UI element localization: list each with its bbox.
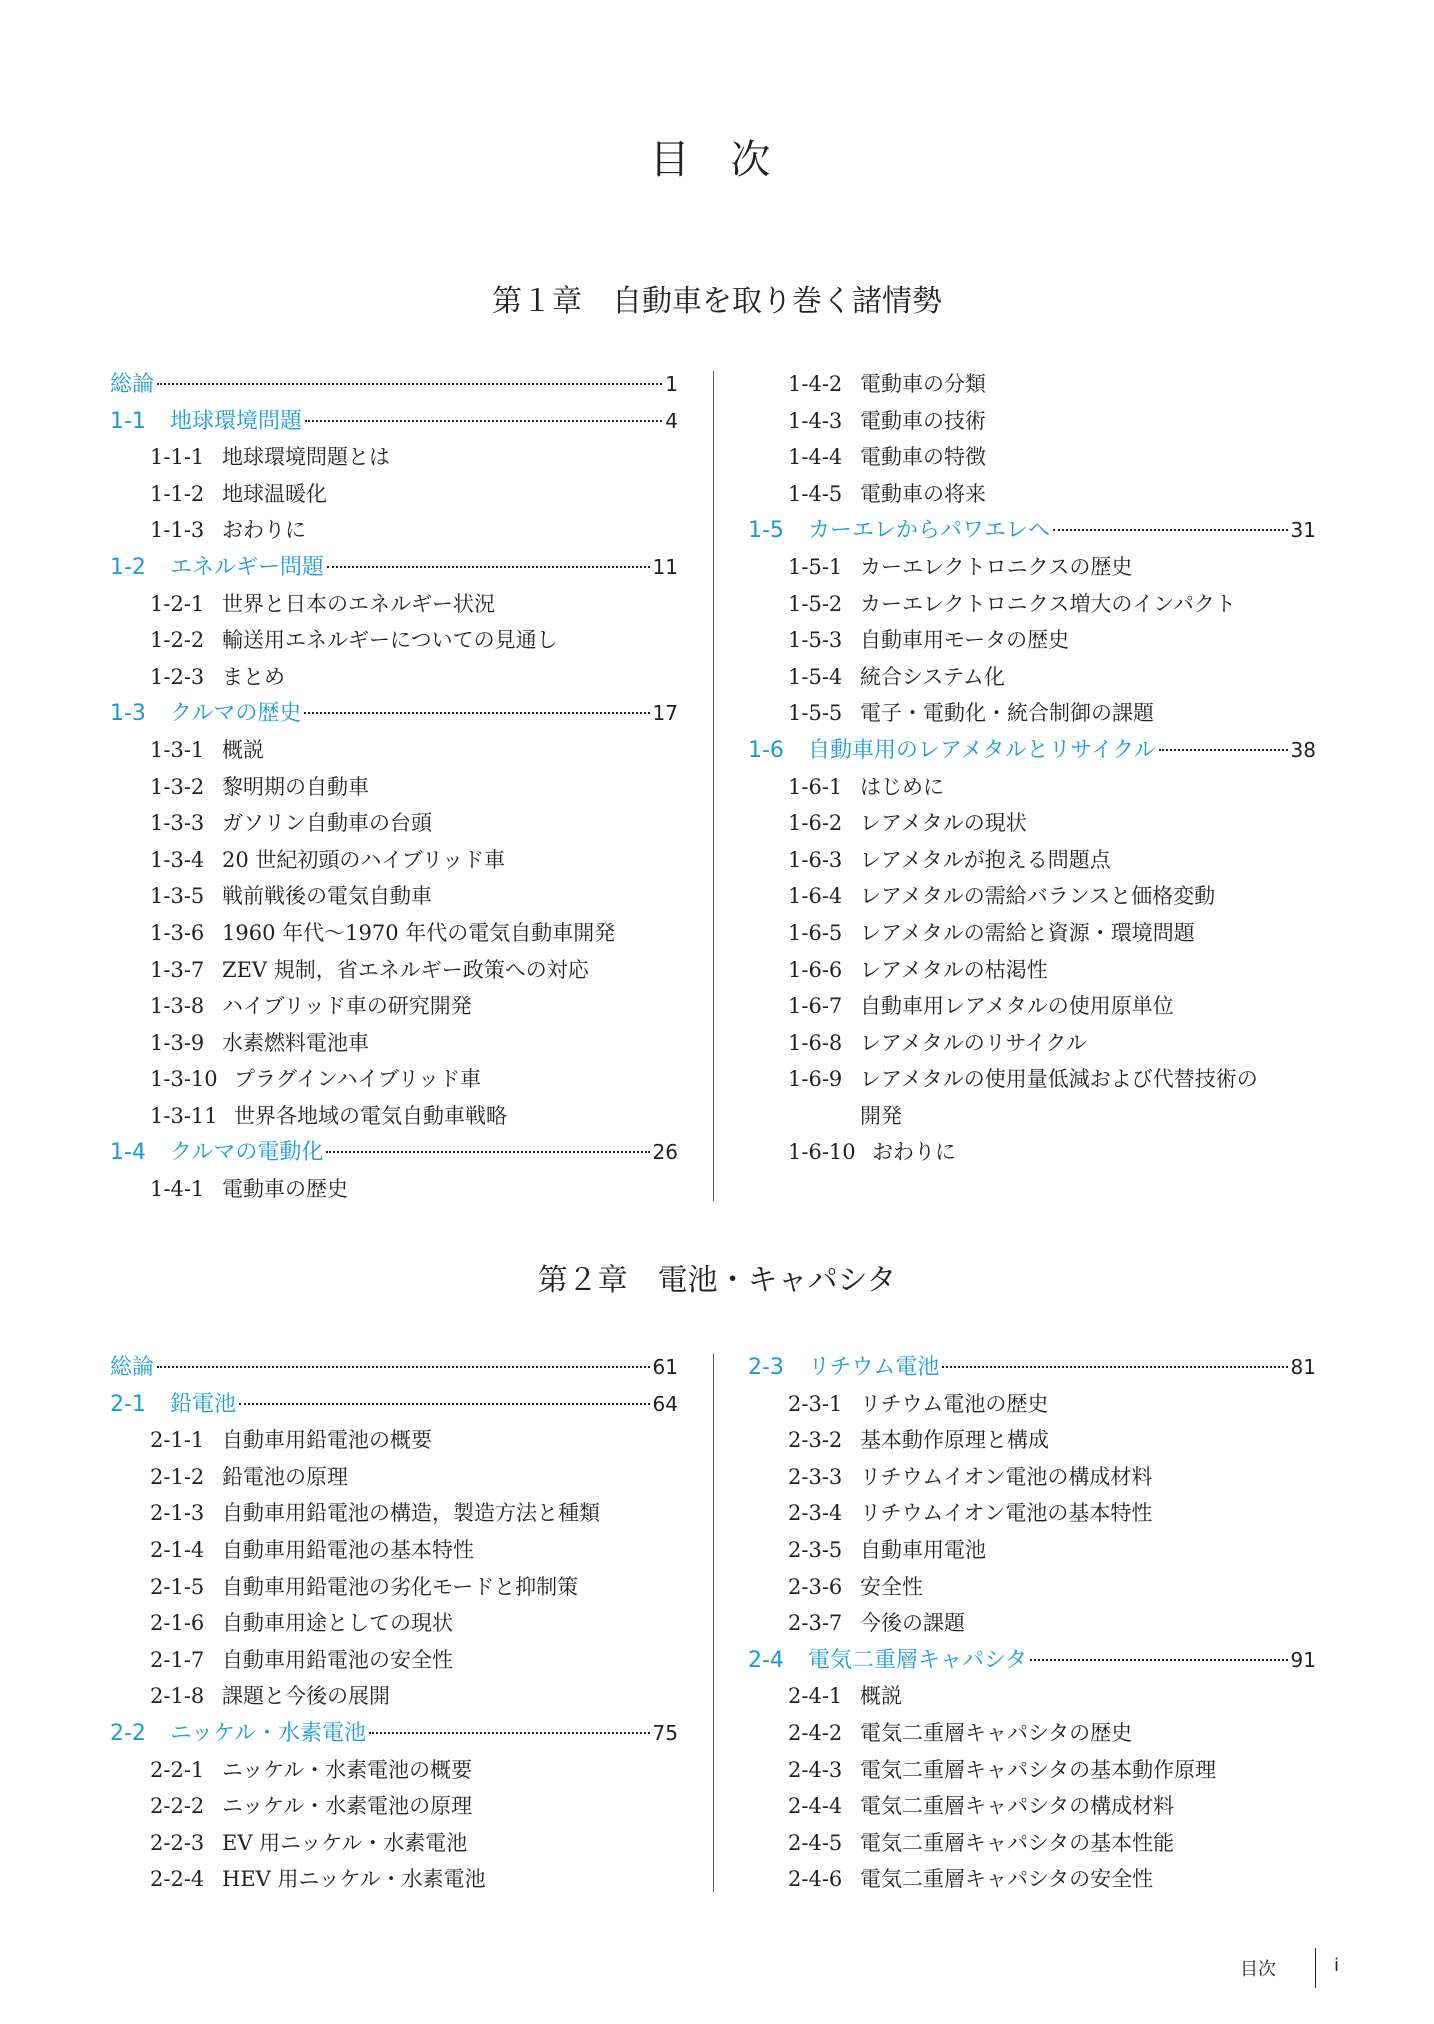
toc-subsection-entry[interactable] [748,1715,1316,1752]
toc-subsection-entry[interactable] [110,842,678,879]
subsection-title: 自動車用鉛電池の劣化モードと抑制策 [222,1574,579,1599]
section-title: リチウム電池 [808,1355,940,1380]
subsection-number: 2-4-6 [788,1867,843,1892]
toc-subsection-entry[interactable] [748,1134,1316,1171]
subsection-number: 2-2-2 [150,1794,205,1819]
section-title: ニッケル・水素電池 [170,1720,367,1746]
subsection-number: 1-1-2 [150,481,205,506]
toc-subsection-entry[interactable] [110,659,678,696]
subsection-number: 2-3-1 [788,1391,843,1416]
subsection-title: レアメタルのリサイクル [860,1030,1087,1055]
subsection-title: ZEV 規制，省エネルギー政策への対応 [222,957,589,982]
toc-subsection-entry[interactable] [748,1422,1316,1459]
subsection-title: 統合システム化 [860,664,1005,689]
toc-subsection-entry[interactable] [748,988,1316,1025]
toc-section-entry[interactable] [110,1349,678,1386]
toc-subsection-entry[interactable] [110,1569,678,1606]
subsection-title: リチウム電池の歴史 [860,1391,1049,1416]
subsection-title: 世界各地域の電気自動車戦略 [234,1103,507,1128]
footer-page-number: i [1334,1955,1340,1976]
toc-subsection-entry[interactable] [748,1386,1316,1423]
subsection-title-continuation: 開発 [860,1103,902,1128]
toc-subsection-entry[interactable] [748,1788,1316,1825]
subsection-title: 20 世紀初頭のハイブリッド車 [222,847,506,872]
toc-subsection-entry[interactable] [748,1061,1316,1098]
subsection-title: 電気二重層キャパシタの構成材料 [860,1794,1175,1819]
toc-subsection-entry[interactable] [748,1495,1316,1532]
subsection-number: 2-1-8 [150,1684,205,1709]
subsection-number: 1-3-2 [150,774,205,799]
subsection-number: 1-3-7 [150,957,205,982]
subsection-number: 1-3-11 [150,1103,218,1128]
subsection-title: 自動車用モータの歴史 [860,628,1070,653]
toc-subsection-entry[interactable] [748,1025,1316,1062]
subsection-number: 1-3-1 [150,737,205,762]
subsection-number: 2-1-5 [150,1574,205,1599]
subsection-number: 1-6-3 [788,847,843,872]
subsection-number: 1-6-8 [788,1030,843,1055]
subsection-number: 1-2-2 [150,628,205,653]
section-title: 自動車用のレアメタルとリサイクル [808,737,1156,763]
page-number: 38 [1290,737,1316,762]
subsection-number: 1-5-2 [788,591,843,616]
toc-subsection-entry[interactable] [748,1861,1316,1898]
subsection-title: 自動車用鉛電池の安全性 [222,1647,453,1672]
subsection-number: 2-4-1 [788,1684,843,1709]
subsection-title: レアメタルの使用量低減および代替技術の [860,1067,1258,1092]
subsection-title: 基本動作原理と構成 [860,1428,1049,1453]
toc-subsection-entry[interactable] [110,1642,678,1679]
subsection-title: 電動車の特徴 [860,445,986,470]
subsection-number: 1-4-3 [788,408,843,433]
toc-subsection-entry[interactable] [748,622,1316,659]
toc-section-entry[interactable] [110,1134,678,1171]
toc-section-entry[interactable] [110,1715,678,1752]
section-number: 2-4 [748,1647,784,1673]
toc-subsection-entry[interactable] [110,1061,678,1098]
toc-section-entry[interactable] [110,366,678,403]
subsection-number: 2-1-7 [150,1647,205,1672]
toc-subsection-entry[interactable] [748,1752,1316,1789]
column-divider [713,371,714,1201]
subsection-title: 電気二重層キャパシタの歴史 [860,1720,1133,1745]
section-title: カーエレからパワエレへ [808,518,1051,544]
toc-subsection-entry[interactable] [748,1459,1316,1496]
subsection-title: HEV 用ニッケル・水素電池 [222,1867,486,1892]
toc-subsection-entry[interactable] [110,476,678,513]
subsection-title: 概説 [222,737,264,762]
column-divider [713,1354,714,1892]
subsection-number: 1-3-10 [150,1067,218,1092]
subsection-title: おわりに [222,518,306,543]
toc-subsection-entry[interactable] [748,403,1316,440]
dot-leader [239,1402,650,1405]
toc-subsection-entry[interactable] [110,1422,678,1459]
toc-subsection-entry[interactable] [110,1605,678,1642]
toc-subsection-entry[interactable] [748,769,1316,806]
subsection-number: 1-3-4 [150,847,205,872]
page-number: 1 [665,372,678,396]
subsection-title: 電気二重層キャパシタの基本動作原理 [860,1757,1217,1782]
dot-leader [326,1150,649,1153]
subsection-number: 2-3-2 [788,1428,843,1453]
page-number: 91 [1290,1647,1316,1672]
toc-subsection-entry[interactable] [110,952,678,989]
subsection-number: 1-2-1 [150,591,205,616]
subsection-number: 2-1-1 [150,1428,205,1453]
subsection-title: はじめに [860,774,944,799]
page-number: 4 [665,408,678,433]
subsection-title: 自動車用電池 [860,1537,986,1562]
subsection-title: 安全性 [860,1574,923,1599]
toc-section-entry[interactable] [748,732,1316,769]
subsection-title: おわりに [872,1140,956,1165]
toc-subsection-entry[interactable] [110,1532,678,1569]
subsection-number: 1-4-4 [788,445,843,470]
subsection-title: ニッケル・水素電池の原理 [222,1794,473,1819]
toc-subsection-entry[interactable] [110,1025,678,1062]
page-number: 75 [652,1720,678,1745]
toc-subsection-entry[interactable] [110,1171,678,1208]
subsection-title: リチウムイオン電池の構成材料 [860,1464,1153,1489]
page-title: 目 次 [649,137,785,183]
subsection-number: 1-1-1 [150,445,205,470]
subsection-title: レアメタルの枯渇性 [860,957,1048,982]
toc-section-entry[interactable] [748,1349,1316,1386]
page-number: 17 [652,701,678,726]
toc-subsection-entry[interactable] [748,1678,1316,1715]
subsection-title: ガソリン自動車の台頭 [222,811,432,836]
section-number: 1-4 [110,1140,146,1166]
toc-subsection-entry[interactable] [110,805,678,842]
toc-subsection-entry[interactable] [110,1788,678,1825]
subsection-title: 電気二重層キャパシタの基本性能 [860,1830,1175,1855]
subsection-number: 2-1-6 [150,1611,205,1636]
toc-subsection-entry[interactable] [110,622,678,659]
section-title: 電気二重層キャパシタ [808,1647,1028,1673]
toc-subsection-entry[interactable] [110,439,678,476]
subsection-number: 2-1-3 [150,1501,205,1526]
toc-subsection-entry[interactable] [748,695,1316,732]
subsection-title: 黎明期の自動車 [222,774,369,799]
subsection-title: ハイブリッド車の研究開発 [222,994,472,1019]
toc-subsection-entry[interactable] [110,1825,678,1862]
subsection-title: 地球環境問題とは [222,445,390,470]
subsection-title: 自動車用鉛電池の構造，製造方法と種類 [222,1501,600,1526]
subsection-number: 1-6-6 [788,957,843,982]
subsection-number: 2-2-3 [150,1830,205,1855]
subsection-title: 自動車用レアメタルの使用原単位 [860,994,1174,1019]
subsection-number: 2-3-5 [788,1537,843,1562]
subsection-title: 鉛電池の原理 [222,1464,348,1489]
subsection-title: 電子・電動化・統合制御の課題 [860,701,1154,726]
subsection-title: カーエレクトロニクス増大のインパクト [860,591,1236,616]
toc-subsection-entry[interactable] [110,1098,678,1135]
dot-leader [157,1365,650,1368]
subsection-number: 1-3-3 [150,811,205,836]
subsection-number: 2-3-4 [788,1501,843,1526]
subsection-title: 水素燃料電池車 [222,1030,369,1055]
section-number: 1-3 [110,701,146,727]
subsection-number: 1-5-3 [788,628,843,653]
subsection-number: 1-3-6 [150,920,205,945]
dot-leader [1053,528,1288,531]
dot-leader [304,711,649,714]
page-number: 26 [652,1140,678,1165]
subsection-title: カーエレクトロニクスの歴史 [860,554,1133,579]
subsection-number: 2-2-4 [150,1867,205,1892]
subsection-number: 2-4-2 [788,1720,843,1745]
toc-subsection-entry[interactable] [748,549,1316,586]
subsection-number: 1-3-9 [150,1030,205,1055]
section-title: クルマの電動化 [170,1140,324,1166]
section-number: 2-1 [110,1391,146,1417]
section-number: 1-5 [748,518,784,544]
subsection-title: 1960 年代～1970 年代の電気自動車開発 [222,920,616,945]
subsection-title: 自動車用鉛電池の概要 [222,1428,432,1453]
subsection-title: 電動車の技術 [860,408,986,433]
section-number: 2-3 [748,1355,784,1380]
footer-label: 目次 [1240,1959,1276,1980]
dot-leader [305,419,662,422]
dot-leader [369,1731,650,1734]
page-number: 61 [652,1355,678,1379]
subsection-number: 1-5-4 [788,664,843,689]
subsection-title: まとめ [222,664,285,689]
subsection-number: 1-1-3 [150,518,205,543]
subsection-number: 1-6-4 [788,884,843,909]
subsection-title: 世界と日本のエネルギー状況 [222,591,495,616]
section-number: 1-1 [110,408,146,434]
subsection-title: ニッケル・水素電池の概要 [222,1757,473,1782]
subsection-number: 1-6-1 [788,774,843,799]
toc-subsection-entry[interactable] [110,1678,678,1715]
subsection-number: 1-6-7 [788,994,843,1019]
toc-subsection-entry[interactable] [748,659,1316,696]
toc-subsection-entry[interactable] [110,512,678,549]
subsection-number: 2-2-1 [150,1757,205,1782]
subsection-title: 電動車の歴史 [222,1177,348,1202]
dot-leader [942,1365,1287,1368]
toc-section-entry[interactable] [110,695,678,732]
toc-subsection-entry[interactable] [748,476,1316,513]
section-title: クルマの歴史 [170,701,302,727]
toc-subsection-entry[interactable] [748,1569,1316,1606]
subsection-title: 課題と今後の展開 [222,1684,390,1709]
subsection-number: 1-3-8 [150,994,205,1019]
subsection-number: 1-3-5 [150,884,205,909]
page-number: 11 [652,554,678,579]
chapter2-left-column [110,1349,678,1898]
section-number: 1-2 [110,554,146,580]
section-number: 2-2 [110,1720,146,1746]
section-title: 総論 [110,372,155,397]
section-title: 地球環境問題 [170,408,303,434]
subsection-title: 地球温暖化 [222,481,327,506]
subsection-number: 2-4-3 [788,1757,843,1782]
chapter1-left-column [110,366,678,1208]
toc-subsection-entry[interactable] [110,1459,678,1496]
subsection-title: 電気二重層キャパシタの安全性 [860,1867,1154,1892]
subsection-title: 概説 [860,1684,902,1709]
subsection-title: レアメタルの需給と資源・環境問題 [860,920,1195,945]
subsection-number: 2-3-3 [788,1464,843,1489]
section-title: 鉛電池 [170,1391,237,1417]
toc-subsection-entry[interactable] [110,1752,678,1789]
section-number: 1-6 [748,737,784,763]
toc-subsection-entry[interactable] [748,1532,1316,1569]
toc-subsection-entry[interactable] [748,878,1316,915]
subsection-title: 輸送用エネルギーについての見通し [222,628,558,653]
subsection-title: レアメタルの需給バランスと価格変動 [860,884,1216,909]
dot-leader [1159,748,1288,751]
subsection-title: 戦前戦後の電気自動車 [222,884,432,909]
subsection-title: 今後の課題 [860,1611,965,1636]
dot-leader [327,565,650,568]
toc-section-entry[interactable] [110,549,678,586]
chapter1-right-column [748,366,1316,1171]
chapter2-right-column [748,1349,1316,1898]
toc-subsection-entry[interactable] [110,878,678,915]
subsection-title: 電動車の将来 [860,481,986,506]
toc-subsection-entry[interactable] [110,769,678,806]
subsection-title: レアメタルの現状 [860,811,1027,836]
section-title: エネルギー問題 [170,554,325,580]
toc-subsection-entry[interactable] [110,732,678,769]
subsection-title: 自動車用途としての現状 [222,1611,453,1636]
subsection-number: 1-6-9 [788,1067,843,1092]
toc-subsection-entry[interactable] [748,805,1316,842]
toc-subsection-entry[interactable] [110,586,678,623]
footer-divider [1315,1948,1316,1988]
toc-section-entry[interactable] [110,403,678,440]
page-number: 81 [1290,1355,1316,1379]
subsection-number: 2-1-4 [150,1537,205,1562]
subsection-number: 2-3-7 [788,1611,843,1636]
toc-subsection-entry[interactable] [748,915,1316,952]
subsection-title: EV 用ニッケル・水素電池 [222,1830,468,1855]
subsection-number: 1-6-2 [788,811,843,836]
subsection-title: 電動車の分類 [860,372,986,396]
dot-leader [157,382,662,385]
toc-subsection-entry[interactable] [110,915,678,952]
subsection-number: 1-5-1 [788,554,843,579]
page-number: 64 [652,1391,678,1416]
subsection-number: 1-5-5 [788,701,843,726]
subsection-title: レアメタルが抱える問題点 [860,847,1111,872]
toc-subsection-entry[interactable] [110,988,678,1025]
toc-section-entry[interactable] [110,1386,678,1423]
section-title: 総論 [110,1355,155,1380]
subsection-title: 自動車用鉛電池の基本特性 [222,1537,474,1562]
subsection-number: 2-1-2 [150,1464,205,1489]
chapter2-title: 第２章 電池・キャパシタ [537,1263,897,1298]
toc-subsection-entry[interactable] [748,1605,1316,1642]
chapter1-title: 第１章 自動車を取り巻く諸情勢 [492,284,942,319]
toc-subsection-entry[interactable] [110,1495,678,1532]
subsection-title: プラグインハイブリッド車 [234,1067,482,1092]
subsection-number: 1-4-5 [788,481,843,506]
toc-subsection-entry[interactable] [748,1825,1316,1862]
toc-subsection-entry[interactable] [748,952,1316,989]
toc-subsection-entry[interactable] [748,439,1316,476]
toc-section-entry[interactable] [748,1642,1316,1679]
subsection-number: 1-4-1 [150,1177,205,1202]
toc-subsection-entry[interactable] [748,586,1316,623]
dot-leader [1030,1658,1287,1661]
subsection-number: 2-4-5 [788,1830,843,1855]
subsection-number: 2-4-4 [788,1794,843,1819]
subsection-number: 1-6-5 [788,920,843,945]
toc-subsection-entry[interactable] [110,1861,678,1898]
subsection-title: リチウムイオン電池の基本特性 [860,1501,1153,1526]
toc-subsection-entry[interactable] [748,366,1316,403]
subsection-number: 1-2-3 [150,664,205,689]
page-number: 31 [1290,518,1316,543]
toc-section-entry[interactable] [748,512,1316,549]
subsection-number: 2-3-6 [788,1574,843,1599]
subsection-number: 1-6-10 [788,1140,856,1165]
subsection-number: 1-4-2 [788,372,843,396]
toc-subsection-entry[interactable] [748,842,1316,879]
